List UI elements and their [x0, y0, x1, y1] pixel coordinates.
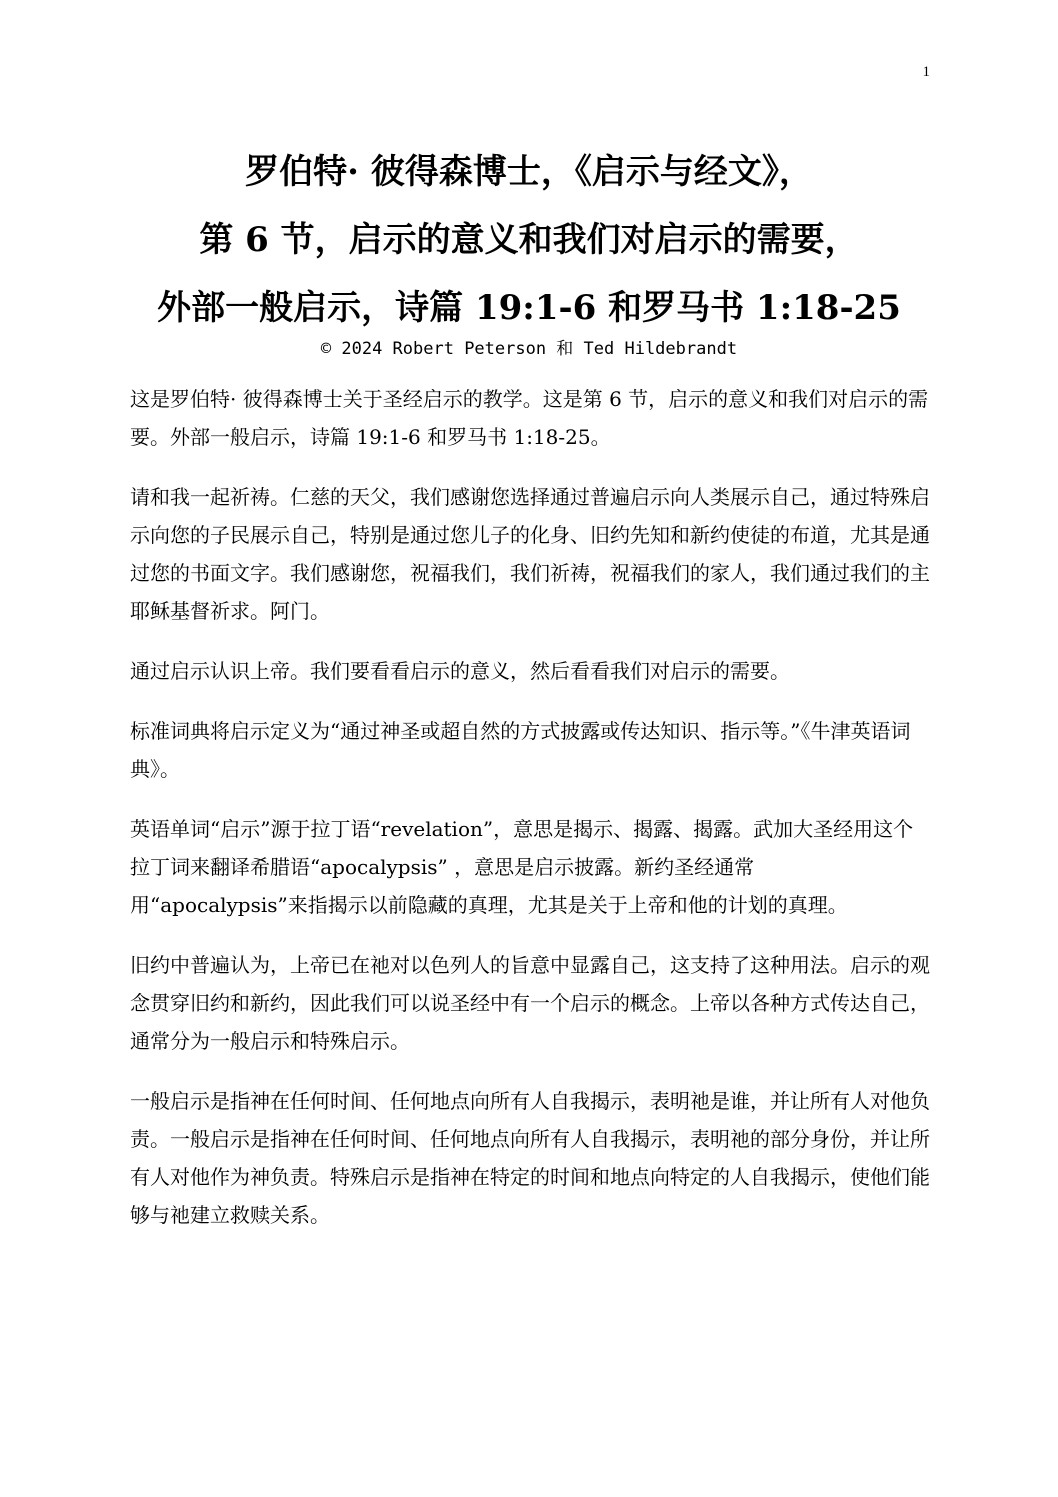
paragraph-old-testament: 旧约中普遍认为，上帝已在祂对以色列人的旨意中显露自己，这支持了这种用法。启示的观念贯穿旧约和新约，因此我们可以说圣经中有一个启示的概念。上帝以各种方式传达自己，通常分为一般启示和特殊启示。: [130, 953, 930, 1053]
paragraph-dictionary-definition: 标准词典将启示定义为“通过神圣或超自然的方式披露或传达知识、指示等。”《牛津英语词典》。: [130, 719, 911, 781]
title-line-2: 第 6 节，启示的意义和我们对启示的需要，: [199, 220, 859, 260]
document-title: [100, 138, 958, 360]
paragraph-intro: 这是罗伯特· 彼得森博士关于圣经启示的教学。这是第 6 节，启示的意义和我们对启示的需要。外部一般启示，诗篇 19:1-6 和罗马书 1:18-25。: [130, 387, 929, 449]
body-text: [130, 380, 930, 1256]
title-line-3: 外部一般启示，诗篇 19:1-6 和罗马书 1:18-25: [157, 288, 901, 328]
paragraph-etymology: 英语单词“启示”源于拉丁语“revelation”，意思是揭示、揭露、揭露。武加大圣经用这个拉丁词来翻译希腊语“apocalypsis” ，意思是启示披露。新约圣经通常用“apocalypsis”来指揭示以前隐藏的真理，尤其是关于上帝和他的计划的真理。: [130, 817, 914, 917]
paragraph-overview: 通过启示认识上帝。我们要看看启示的意义，然后看看我们对启示的需要。: [130, 659, 790, 683]
copyright-line: © 2024 Robert Peterson 和 Ted Hildebrandt: [320, 339, 738, 359]
title-line-1: 罗伯特· 彼得森博士，《启示与经文》，: [245, 152, 813, 192]
page-number: 1: [922, 64, 930, 80]
paragraph-general-special-revelation: 一般启示是指神在任何时间、任何地点向所有人自我揭示，表明祂是谁，并让所有人对他负责。一般启示是指神在任何时间、任何地点向所有人自我揭示，表明祂的部分身份，并让所有人对他作为神负责。特殊启示是指神在特定的时间和地点向特定的人自我揭示，使他们能够与祂建立救赎关系。: [130, 1089, 930, 1227]
paragraph-prayer: 请和我一起祈祷。仁慈的天父，我们感谢您选择通过普遍启示向人类展示自己，通过特殊启示向您的子民展示自己，特别是通过您儿子的化身、旧约先知和新约使徒的布道，尤其是通过您的书面文字。我们感谢您，祝福我们，我们祈祷，祝福我们的家人，我们通过我们的主耶稣基督祈求。阿门。: [130, 485, 930, 623]
